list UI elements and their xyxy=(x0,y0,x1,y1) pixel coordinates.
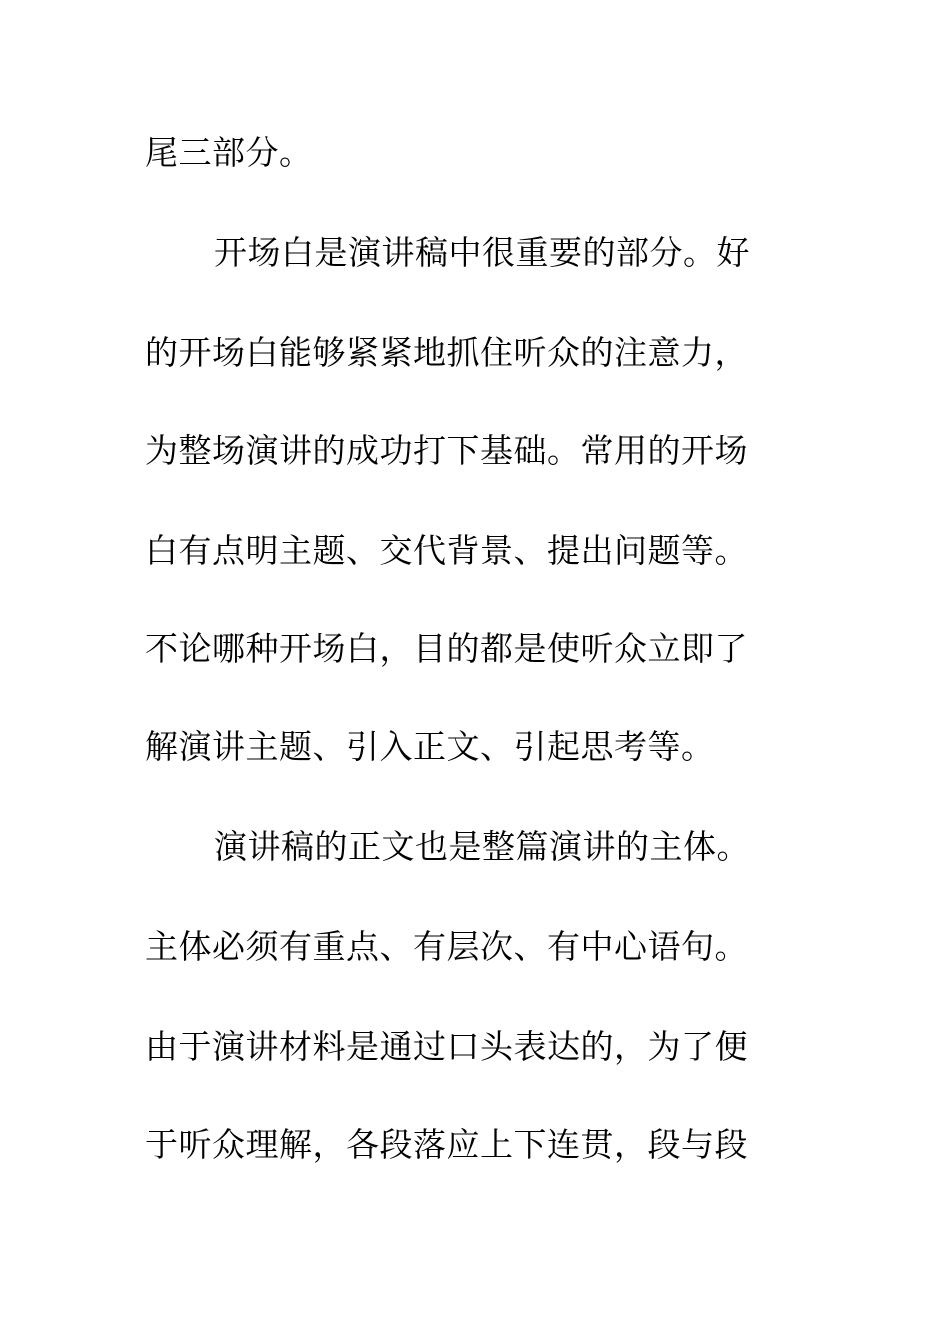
text-line: 于听众理解，各段落应上下连贯，段与段 xyxy=(145,1125,748,1164)
text-line: 解演讲主题、引入正文、引起思考等。 xyxy=(145,727,715,766)
paragraph-start-line: 演讲稿的正文也是整篇演讲的主体。 xyxy=(214,827,750,866)
text-line: 主体必须有重点、有层次、有中心语句。 xyxy=(145,927,748,966)
text-line: 由于演讲材料是通过口头表达的，为了便 xyxy=(145,1027,748,1066)
text-line: 不论哪种开场白，目的都是使听众立即了 xyxy=(145,629,748,668)
paragraph-start-line: 开场白是演讲稿中很重要的部分。好 xyxy=(214,233,750,272)
text-line: 白有点明主题、交代背景、提出问题等。 xyxy=(145,531,748,570)
text-line: 的开场白能够紧紧地抓住听众的注意力， xyxy=(145,333,748,372)
text-line: 为整场演讲的成功打下基础。常用的开场 xyxy=(145,431,748,470)
text-line: 尾三部分。 xyxy=(145,133,313,172)
